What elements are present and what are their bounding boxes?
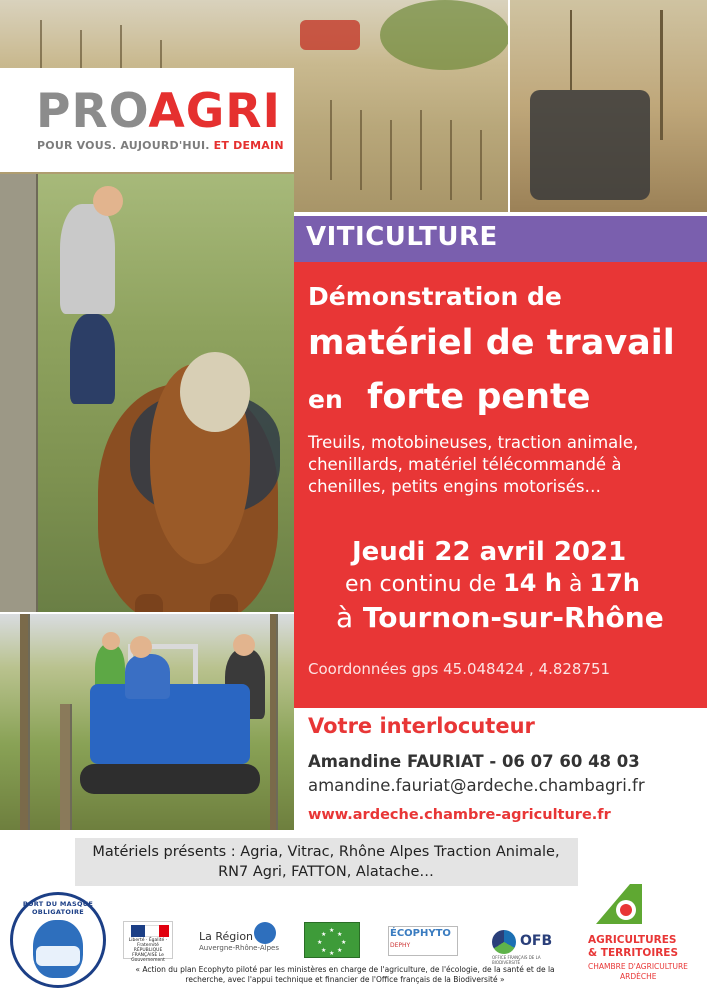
ofb-circle-icon bbox=[492, 930, 516, 954]
region-logo: La Région bbox=[199, 930, 254, 943]
dephy-logo-text: DEPHY bbox=[390, 942, 411, 949]
event-description: Treuils, motobineuses, traction animale, chenillards, matériel télécommandé à chenilles, petits engins motorisés… bbox=[308, 433, 639, 496]
event-title-line3: en forte pente bbox=[308, 377, 591, 417]
event-title-line2: matériel de travail bbox=[308, 323, 675, 363]
mask-icon bbox=[36, 946, 80, 966]
flag-white bbox=[145, 925, 159, 937]
tracked-tractor-photo bbox=[0, 614, 294, 830]
ca-logo-sub1: CHAMBRE D'AGRICULTURE bbox=[588, 962, 688, 971]
flag-red bbox=[159, 925, 169, 937]
category-label: VITICULTURE bbox=[306, 222, 498, 252]
ofb-logo-text: OFB bbox=[520, 933, 553, 949]
ecophyto-logo-text: ÉCOPHYTO bbox=[390, 928, 451, 939]
materials-text: Matériels présents : Agria, Vitrac, Rhône Alpes Traction Animale, RN7 Agri, FATTON, Alatache… bbox=[92, 844, 560, 880]
region-logo-sub: Auvergne-Rhône-Alpes bbox=[199, 944, 279, 952]
chambre-agriculture-logo-icon bbox=[590, 878, 648, 930]
mask-badge-text: PORT DU MASQUE OBLIGATOIRE bbox=[22, 900, 94, 916]
government-text: Liberté · Égalité · Fraternité RÉPUBLIQUE FRANÇAISE Le Gouvernement bbox=[128, 938, 168, 963]
ofb-logo-sub: OFFICE FRANÇAIS DE LA BIODIVERSITÉ bbox=[492, 955, 541, 965]
region-mountain-icon bbox=[254, 922, 276, 944]
contact-name-phone: Amandine FAURIAT - 06 07 60 48 03 bbox=[308, 752, 640, 771]
motobineuse-photo bbox=[510, 0, 707, 212]
ca-logo-name2: & TERRITOIRES bbox=[588, 947, 679, 959]
ca-logo-sub2: ARDÈCHE bbox=[620, 972, 657, 981]
event-place: à Tournon-sur-Rhône bbox=[336, 601, 664, 634]
logo-tagline: POUR VOUS. AUJOURD'HUI. ET DEMAIN bbox=[37, 139, 284, 152]
ca-logo-name1: AGRICULTURES bbox=[588, 934, 677, 946]
event-time: en continu de 14 h à 17h bbox=[345, 569, 640, 597]
event-gps: Coordonnées gps 45.048424 , 4.828751 bbox=[308, 660, 611, 678]
flag-blue bbox=[131, 925, 145, 937]
ecophyto-footnote: « Action du plan Ecophyto piloté par les ministères en charge de l'agriculture, de l'écologie, de la santé et de la recherche, avec l'appui technique et financier de l'Office français de la Biodiversité » bbox=[135, 965, 555, 984]
contact-heading: Votre interlocuteur bbox=[308, 714, 535, 738]
event-date: Jeudi 22 avril 2021 bbox=[352, 537, 627, 567]
contact-email-link[interactable]: amandine.fauriat@ardeche.chambagri.fr bbox=[308, 776, 645, 795]
eu-organic-leaf-logo: ★ ★ ★ ★ ★ ★ ★ ★ bbox=[304, 922, 360, 958]
event-title-line1: Démonstration de bbox=[308, 282, 562, 311]
draft-horse-photo bbox=[0, 174, 294, 612]
website-link[interactable]: www.ardeche.chambre-agriculture.fr bbox=[308, 807, 611, 823]
proagri-logo: PROAGRI bbox=[36, 84, 281, 139]
